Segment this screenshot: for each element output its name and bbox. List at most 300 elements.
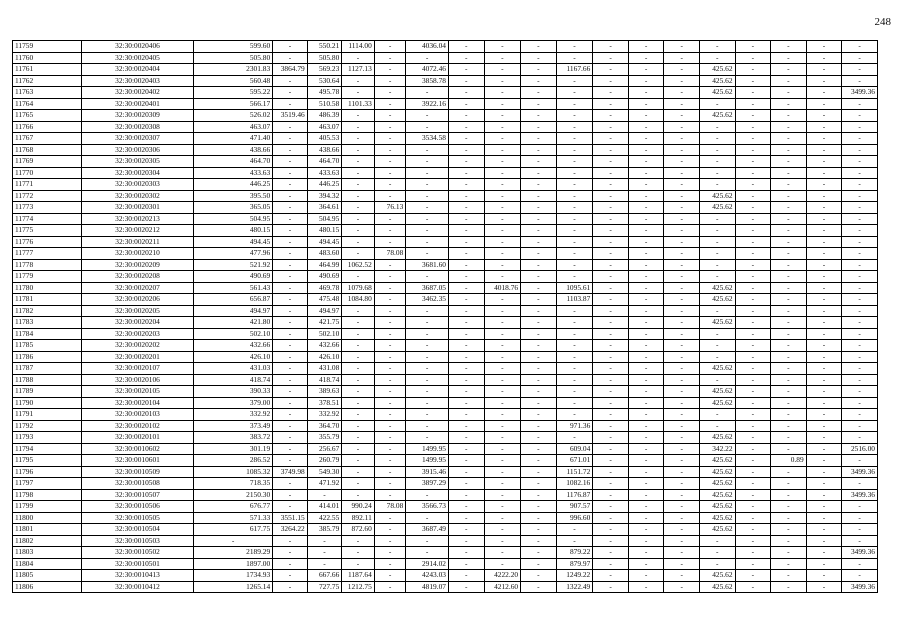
value-cell: - [342,432,375,444]
value-cell: 1734.93 [193,570,272,582]
cadastral-code-cell: 32:30:0020401 [82,98,194,110]
value-cell: - [273,581,308,593]
value-cell: - [406,144,449,156]
value-cell: - [484,213,521,225]
value-cell: 425.62 [699,512,735,524]
cadastral-code-cell: 32:30:0020209 [82,259,194,271]
value-cell: - [699,98,735,110]
value-cell: - [273,501,308,513]
value-cell: - [842,190,878,202]
value-cell: - [448,271,484,283]
value-cell: - [521,133,557,145]
value-cell: - [374,478,406,490]
value-cell: - [628,363,664,375]
value-cell: - [842,271,878,283]
value-cell: - [374,133,406,145]
value-cell: 480.15 [193,225,272,237]
value-cell: - [484,501,521,513]
value-cell: - [628,305,664,317]
value-cell: - [484,558,521,570]
value-cell: - [556,328,593,340]
value-cell: - [842,52,878,64]
value-cell: - [806,524,842,536]
value-cell: - [735,443,771,455]
value-cell: - [193,535,272,547]
value-cell: - [448,328,484,340]
row-number-cell: 11777 [13,248,82,260]
value-cell: - [842,570,878,582]
value-cell: 2301.83 [193,64,272,76]
value-cell: - [699,305,735,317]
value-cell: - [806,558,842,570]
value-cell: - [806,489,842,501]
value-cell: - [448,75,484,87]
value-cell: 464.99 [307,259,342,271]
cadastral-code-cell: 32:30:0020208 [82,271,194,283]
value-cell: - [484,328,521,340]
value-cell: - [735,98,771,110]
value-cell: - [374,121,406,133]
value-cell: - [593,570,629,582]
value-cell: - [406,271,449,283]
value-cell: - [448,386,484,398]
value-cell: - [484,420,521,432]
value-cell: - [735,202,771,214]
value-cell: - [593,489,629,501]
value-cell: - [521,156,557,168]
value-cell: 421.80 [193,317,272,329]
value-cell: - [374,190,406,202]
row-number-cell: 11779 [13,271,82,283]
value-cell: - [374,409,406,421]
table-row [13,294,878,306]
cadastral-code-cell: 32:30:0020105 [82,386,194,398]
value-cell: - [628,501,664,513]
value-cell: - [628,351,664,363]
value-cell: - [664,558,700,570]
value-cell: - [406,374,449,386]
value-cell: - [593,64,629,76]
value-cell: - [664,190,700,202]
value-cell: - [628,236,664,248]
table-row [13,225,878,237]
value-cell: - [374,64,406,76]
value-cell: - [448,363,484,375]
value-cell: - [771,121,807,133]
value-cell: 3566.73 [406,501,449,513]
value-cell: - [806,443,842,455]
value-cell: - [771,167,807,179]
value-cell: - [806,225,842,237]
value-cell: - [556,317,593,329]
cadastral-code-cell: 32:30:0020104 [82,397,194,409]
value-cell: - [406,236,449,248]
value-cell: - [406,190,449,202]
value-cell: - [664,524,700,536]
value-cell: - [735,397,771,409]
value-cell: - [842,374,878,386]
value-cell: - [448,225,484,237]
value-cell: - [771,443,807,455]
value-cell: - [699,144,735,156]
value-cell: - [556,75,593,87]
value-cell: - [593,386,629,398]
value-cell: - [699,409,735,421]
value-cell: - [342,363,375,375]
value-cell: 521.92 [193,259,272,271]
row-number-cell: 11771 [13,179,82,191]
value-cell: - [342,386,375,398]
value-cell: - [806,478,842,490]
value-cell: - [374,317,406,329]
value-cell: - [521,351,557,363]
value-cell: - [664,466,700,478]
value-cell: 422.55 [307,512,342,524]
value-cell: - [842,317,878,329]
value-cell: - [735,282,771,294]
value-cell: - [307,547,342,559]
cadastral-code-cell: 32:30:0020207 [82,282,194,294]
value-cell: 425.62 [699,570,735,582]
value-cell: 425.62 [699,478,735,490]
row-number-cell: 11766 [13,121,82,133]
value-cell: - [273,420,308,432]
value-cell: - [342,110,375,122]
value-cell: - [593,581,629,593]
value-cell: - [735,190,771,202]
value-cell: - [521,248,557,260]
value-cell: - [628,259,664,271]
value-cell: - [771,190,807,202]
cadastral-code-cell: 32:30:0010413 [82,570,194,582]
value-cell: 4212.60 [484,581,521,593]
value-cell: 1187.64 [342,570,375,582]
value-cell: 1082.16 [556,478,593,490]
value-cell: - [593,524,629,536]
value-cell: - [448,351,484,363]
row-number-cell: 11767 [13,133,82,145]
value-cell: - [342,202,375,214]
value-cell: - [273,547,308,559]
value-cell: 1499.95 [406,455,449,467]
value-cell: - [842,363,878,375]
value-cell: - [484,75,521,87]
value-cell: - [842,248,878,260]
value-cell: 3519.46 [273,110,308,122]
value-cell: - [842,167,878,179]
value-cell: - [771,41,807,53]
value-cell: - [806,75,842,87]
value-cell: - [628,144,664,156]
value-cell: 1249.22 [556,570,593,582]
value-cell: - [664,98,700,110]
value-cell: - [842,259,878,271]
value-cell: 425.62 [699,455,735,467]
value-cell: - [374,294,406,306]
value-cell: 438.66 [193,144,272,156]
value-cell: - [448,455,484,467]
value-cell: 414.01 [307,501,342,513]
value-cell: 421.75 [307,317,342,329]
value-cell: - [806,156,842,168]
value-cell: - [628,455,664,467]
value-cell: - [342,466,375,478]
value-cell: 425.62 [699,581,735,593]
cadastral-code-cell: 32:30:0010506 [82,501,194,513]
value-cell: - [735,340,771,352]
value-cell: - [342,558,375,570]
value-cell: 378.51 [307,397,342,409]
value-cell: - [521,524,557,536]
row-number-cell: 11764 [13,98,82,110]
value-cell: - [593,512,629,524]
value-cell: - [593,121,629,133]
value-cell: 566.17 [193,98,272,110]
value-cell: - [448,547,484,559]
value-cell: 1499.95 [406,443,449,455]
value-cell: - [699,167,735,179]
value-cell: - [406,202,449,214]
value-cell: - [448,478,484,490]
table-row [13,98,878,110]
value-cell: - [593,110,629,122]
value-cell: - [593,478,629,490]
value-cell: - [699,121,735,133]
value-cell: - [699,259,735,271]
value-cell: 389.63 [307,386,342,398]
table-row [13,167,878,179]
value-cell: - [735,478,771,490]
value-cell: - [521,98,557,110]
row-number-cell: 11772 [13,190,82,202]
value-cell: - [521,374,557,386]
value-cell: - [735,535,771,547]
value-cell: 373.49 [193,420,272,432]
value-cell: - [842,455,878,467]
value-cell: - [593,466,629,478]
value-cell: - [273,121,308,133]
value-cell: - [664,363,700,375]
value-cell: 3858.78 [406,75,449,87]
table-row [13,317,878,329]
cadastral-code-cell: 32:30:0010412 [82,581,194,593]
value-cell: - [593,282,629,294]
value-cell: - [448,259,484,271]
value-cell: - [842,64,878,76]
value-cell: - [771,144,807,156]
value-cell: - [273,489,308,501]
value-cell: - [521,236,557,248]
value-cell: - [484,363,521,375]
value-cell: - [771,52,807,64]
value-cell: - [699,340,735,352]
value-cell: - [771,478,807,490]
value-cell: - [806,363,842,375]
value-cell: - [556,305,593,317]
value-cell: - [273,167,308,179]
table-row [13,64,878,76]
value-cell: - [448,294,484,306]
value-cell: - [521,144,557,156]
value-cell: 1114.00 [342,41,375,53]
value-cell: - [771,570,807,582]
row-number-cell: 11806 [13,581,82,593]
value-cell: 504.95 [193,213,272,225]
value-cell: - [806,570,842,582]
table-row [13,259,878,271]
value-cell: 549.30 [307,466,342,478]
value-cell: - [664,271,700,283]
value-cell: - [842,340,878,352]
table-body [13,41,878,593]
value-cell: - [556,52,593,64]
value-cell: - [273,179,308,191]
value-cell: - [664,87,700,99]
value-cell: - [448,156,484,168]
value-cell: - [342,213,375,225]
value-cell: 433.63 [307,167,342,179]
value-cell: - [374,363,406,375]
table-row [13,340,878,352]
value-cell: - [273,144,308,156]
value-cell: - [521,167,557,179]
value-cell: - [342,144,375,156]
value-cell: - [374,351,406,363]
value-cell: - [448,41,484,53]
value-cell: 561.43 [193,282,272,294]
value-cell: - [273,271,308,283]
cadastral-code-cell: 32:30:0010504 [82,524,194,536]
value-cell: 1176.87 [556,489,593,501]
cadastral-code-cell: 32:30:0010507 [82,489,194,501]
value-cell: 3499.36 [842,547,878,559]
value-cell: 3499.36 [842,489,878,501]
cadastral-code-cell: 32:30:0020404 [82,64,194,76]
value-cell: - [699,374,735,386]
value-cell: - [771,340,807,352]
value-cell: - [593,558,629,570]
value-cell: - [374,466,406,478]
value-cell: - [406,547,449,559]
value-cell: - [273,386,308,398]
value-cell: - [342,340,375,352]
value-cell: - [521,443,557,455]
cadastral-code-cell: 32:30:0020211 [82,236,194,248]
value-cell: - [448,52,484,64]
value-cell: - [628,271,664,283]
value-cell: - [628,294,664,306]
value-cell: - [556,144,593,156]
value-cell: - [664,581,700,593]
value-cell: - [806,144,842,156]
value-cell: - [593,547,629,559]
value-cell: - [448,432,484,444]
value-cell: - [593,190,629,202]
value-cell: - [806,512,842,524]
value-cell: - [842,282,878,294]
value-cell: - [771,87,807,99]
value-cell: 3687.49 [406,524,449,536]
value-cell: 3897.29 [406,478,449,490]
value-cell: 486.39 [307,110,342,122]
value-cell: - [556,259,593,271]
value-cell: - [521,259,557,271]
value-cell: - [556,363,593,375]
value-cell: - [406,110,449,122]
value-cell: - [842,524,878,536]
value-cell: - [628,535,664,547]
value-cell: - [273,133,308,145]
cadastral-code-cell: 32:30:0020309 [82,110,194,122]
row-number-cell: 11796 [13,466,82,478]
value-cell: - [806,213,842,225]
value-cell: 490.69 [307,271,342,283]
value-cell: - [806,374,842,386]
cadastral-code-cell: 32:30:0020406 [82,41,194,53]
row-number-cell: 11783 [13,317,82,329]
value-cell: - [664,259,700,271]
value-cell: - [556,271,593,283]
value-cell: - [628,558,664,570]
value-cell: - [593,535,629,547]
table-row [13,351,878,363]
value-cell: - [771,363,807,375]
value-cell: - [806,282,842,294]
table-row [13,156,878,168]
table-row [13,144,878,156]
value-cell: - [484,87,521,99]
value-cell: - [735,432,771,444]
value-cell: 3264.22 [273,524,308,536]
value-cell: - [374,225,406,237]
value-cell: - [735,570,771,582]
value-cell: - [448,202,484,214]
value-cell: - [448,466,484,478]
value-cell: 432.66 [193,340,272,352]
row-number-cell: 11774 [13,213,82,225]
value-cell: - [806,167,842,179]
value-cell: - [771,501,807,513]
value-cell: - [406,179,449,191]
value-cell: - [521,213,557,225]
value-cell: - [342,236,375,248]
value-cell: - [664,236,700,248]
value-cell: 510.58 [307,98,342,110]
value-cell: - [406,121,449,133]
value-cell: - [842,213,878,225]
value-cell: 425.62 [699,363,735,375]
value-cell: 569.23 [307,64,342,76]
value-cell: - [593,167,629,179]
cadastral-code-cell: 32:30:0020403 [82,75,194,87]
value-cell: - [664,489,700,501]
table-row [13,190,878,202]
value-cell: - [521,179,557,191]
row-number-cell: 11765 [13,110,82,122]
value-cell: - [806,432,842,444]
row-number-cell: 11802 [13,535,82,547]
table-row [13,121,878,133]
value-cell: 4222.20 [484,570,521,582]
value-cell: - [771,558,807,570]
value-cell: - [628,64,664,76]
value-cell: - [556,409,593,421]
value-cell: 656.87 [193,294,272,306]
value-cell: - [664,443,700,455]
value-cell: 505.80 [193,52,272,64]
value-cell: - [593,87,629,99]
value-cell: - [484,179,521,191]
